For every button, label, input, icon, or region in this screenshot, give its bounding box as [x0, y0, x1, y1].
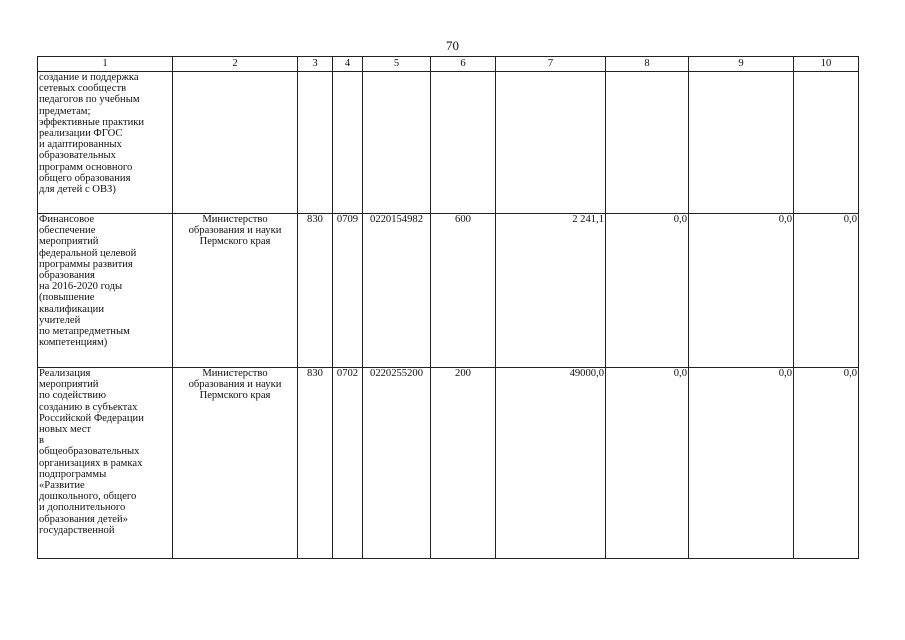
code-cell: 830	[298, 214, 333, 368]
header-cell-7: 7	[496, 57, 606, 72]
expense-type-cell	[431, 72, 496, 214]
header-cell-4: 4	[333, 57, 363, 72]
target-article-cell: 0220154982	[363, 214, 431, 368]
section-cell: 0702	[333, 368, 363, 559]
code-cell	[298, 72, 333, 214]
value-cell-9: 0,0	[689, 214, 794, 368]
section-cell	[333, 72, 363, 214]
page-number: 70	[446, 38, 459, 53]
header-cell-8: 8	[606, 57, 689, 72]
expense-type-cell: 200	[431, 368, 496, 559]
table-row	[38, 72, 859, 214]
amount-cell	[496, 72, 606, 214]
header-row	[38, 57, 859, 72]
value-cell-9: 0,0	[689, 368, 794, 559]
table-row	[38, 214, 859, 368]
header-cell-3: 3	[298, 57, 333, 72]
amount-cell: 49000,0	[496, 368, 606, 559]
amount-cell: 2 241,1	[496, 214, 606, 368]
code-cell: 830	[298, 368, 333, 559]
activity-name-cell: Финансовое обеспечение мероприятий федеральной целевой программы развития образования на 2016-2020 годы (повышение квалификации учителей по метапредметным компетенциям)	[38, 214, 173, 368]
section-cell: 0709	[333, 214, 363, 368]
ministry-cell: Министерство образования и науки Пермского края	[173, 214, 298, 368]
header-cell-1: 1	[38, 57, 173, 72]
table-row	[38, 368, 859, 559]
value-cell-8: 0,0	[606, 214, 689, 368]
target-article-cell	[363, 72, 431, 214]
value-cell-10: 0,0	[794, 368, 859, 559]
activity-name-cell: Реализация мероприятий по содействию созданию в субъектах Российской Федерации новых мест в общеобразовательных организациях в рамках подпрограммы «Развитие дошкольного, общего и дополнительного образования детей» государственной	[38, 368, 173, 559]
ministry-cell	[173, 72, 298, 214]
value-cell-9	[689, 72, 794, 214]
expense-type-cell: 600	[431, 214, 496, 368]
target-article-cell: 0220255200	[363, 368, 431, 559]
value-cell-8: 0,0	[606, 368, 689, 559]
header-cell-10: 10	[794, 57, 859, 72]
value-cell-10: 0,0	[794, 214, 859, 368]
header-cell-2: 2	[173, 57, 298, 72]
budget-table	[37, 56, 859, 559]
header-cell-6: 6	[431, 57, 496, 72]
activity-name-cell: создание и поддержка сетевых сообществ педагогов по учебным предметам; эффективные практики реализации ФГОС и адаптированных образовательных программ основного общего образования для детей с ОВЗ)	[38, 72, 173, 214]
header-cell-9: 9	[689, 57, 794, 72]
value-cell-8	[606, 72, 689, 214]
ministry-cell: Министерство образования и науки Пермского края	[173, 368, 298, 559]
value-cell-10	[794, 72, 859, 214]
header-cell-5: 5	[363, 57, 431, 72]
